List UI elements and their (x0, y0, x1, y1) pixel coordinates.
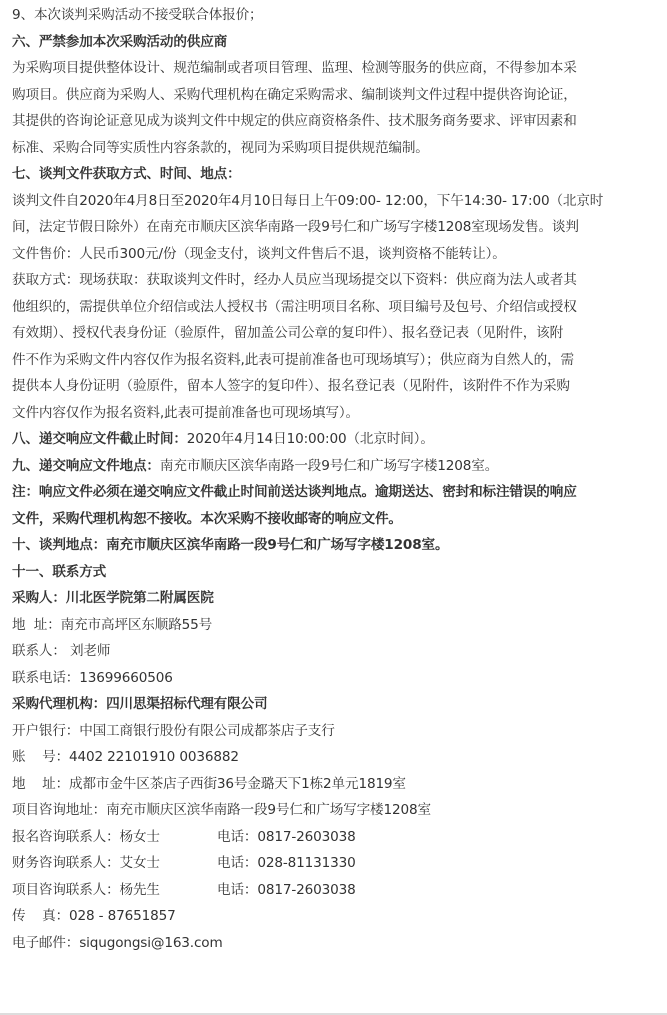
contact-row (12, 877, 655, 904)
text-line: 其提供的咨询论证意见成为谈判文件中规定的供应商资格条件、技术服务商务要求、评审因素和 (12, 113, 577, 129)
purchaser-name: 采购人：川北医学院第二附属医院 (12, 590, 214, 606)
note-line: 文件，采购代理机构恕不接收。本次采购不接收邮寄的响应文件。 (12, 510, 402, 527)
contact-row (12, 850, 655, 877)
text-line: 件不作为采购文件内容仅作为报名资料,此表可提前准备也可现场填写）；供应商为自然人的，需 (12, 351, 575, 368)
section-heading-11: 十一、联系方式 (12, 563, 107, 580)
text-line: 他组织的，需提供单位介绍信或法人授权书（需注明项目名称、项目编号及包号、介绍信或授权 (12, 298, 577, 315)
location-line (12, 453, 655, 480)
venue-line: 十、谈判地点：南充市顺庆区滨华南路一段9号仁和广场写字楼1208室。 (12, 537, 449, 553)
contact-person: 报名咨询联系人：杨女士 (12, 828, 160, 845)
agency-name: 采购代理机构：四川思渠招标代理有限公司 (12, 696, 268, 712)
location-value: 南充市顺庆区滨华南路一段9号仁和广场写字楼1208室。 (159, 457, 499, 474)
contact-phone: 电话：0817-2603038 (217, 881, 356, 898)
contact-person: 项目咨询联系人：杨先生 (12, 881, 160, 898)
text-line: 购项目。供应商为采购人、采购代理机构在确定采购需求、编制谈判文件过程中提供咨询论证， (12, 86, 577, 103)
text-line: 有效期）、授权代表身份证（验原件，留加盖公司公章的复印件）、报名登记表（见附件，该附 (12, 325, 564, 341)
text-line: 间，法定节假日除外）在南充市顺庆区滨华南路一段9号仁和广场写字楼1208室现场发售。谈判 (12, 219, 579, 235)
agency-address: 地 址：成都市金牛区茶店子西街36号金璐天下1栋2单元1819室 (12, 775, 406, 792)
email-line: 电子邮件：siqugongsi@163.com (12, 934, 223, 951)
deadline-label: 八、递交响应文件截止时间： (12, 431, 187, 447)
note-line: 注：响应文件必须在递交响应文件截止时间前送达谈判地点。逾期送达、密封和标注错误的响应 (12, 484, 577, 500)
section-heading-6: 六、严禁参加本次采购活动的供应商 (12, 33, 228, 50)
contact-phone: 电话：0817-2603038 (217, 828, 356, 845)
deadline-line (12, 426, 655, 453)
agency-account: 账 号：4402 22101910 0036882 (12, 749, 239, 765)
purchaser-address: 地 址：南充市高坪区东顺路55号 (12, 616, 213, 633)
purchaser-contact: 联系人： 刘老师 (12, 643, 111, 659)
agency-bank: 开户银行：中国工商银行股份有限公司成都茶店子支行 (12, 722, 335, 739)
contact-person: 财务咨询联系人：艾女士 (12, 855, 160, 871)
section-heading-7: 七、谈判文件获取方式、时间、地点： (12, 166, 241, 182)
text-line: 文件内容仅作为报名资料,此表可提前准备也可现场填写）。 (12, 404, 359, 421)
text-line: 9、本次谈判采购活动不接受联合体报价； (12, 7, 263, 23)
text-line: 获取方式：现场获取：获取谈判文件时，经办人员应当现场提交以下资料：供应商为法人或者其 (12, 272, 577, 288)
contact-row (12, 824, 655, 851)
text-line: 为采购项目提供整体设计、规范编制或者项目管理、监理、检测等服务的供应商，不得参加本采 (12, 60, 577, 76)
contact-phone: 电话：028-81131330 (217, 855, 356, 871)
text-line: 提供本人身份证明（验原件，留本人签字的复印件）、报名登记表（见附件，该附件不作为采购 (12, 378, 570, 394)
project-address: 项目咨询地址：南充市顺庆区滨华南路一段9号仁和广场写字楼1208室 (12, 802, 431, 818)
text-line: 谈判文件自2020年4月8日至2020年4月10日每日上午09:00- 12:00，下午14:30- 17:00（北京时 (12, 192, 604, 209)
text-line: 标准、采购合同等实质性内容条款的，视同为采购项目提供规范编制。 (12, 139, 429, 156)
fax-line: 传 真：028 - 87651857 (12, 908, 176, 924)
location-label: 九、递交响应文件地点： (12, 457, 160, 474)
deadline-value: 2020年4月14日10:00:00（北京时间）。 (186, 431, 434, 447)
text-line: 文件售价：人民币300元/份（现金支付，谈判文件售后不退，谈判资格不能转让）。 (12, 245, 506, 262)
purchaser-phone: 联系电话：13699660506 (12, 669, 173, 686)
